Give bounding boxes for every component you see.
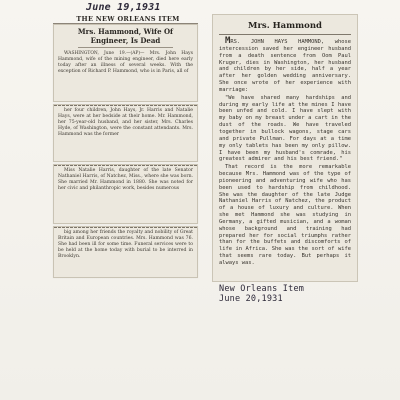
clipping-text: big among her friends the royalty and nobility of Great Britain and European countries. Mrs. Hammond was 76. She had been ill for some time. Funeral services were to be held at the home today with burial to be interred in Brooklyn. — [58, 230, 193, 260]
clipping-body — [58, 51, 193, 75]
obituary-clipping-2 — [53, 104, 198, 162]
handwritten-source: New Orleans Item — [219, 284, 305, 294]
editorial-heading: Mrs. Hammond — [248, 21, 322, 31]
editorial-paragraph-text: RS. JOHN HAYS HAMMOND, whose intercession saved her engineer husband from a death sentence from Oom Paul Kruger, dies in Washington, her husband and children by her side, half a year after her golden wedding anniversary. She once wrote of her experience with marriage: — [219, 39, 351, 93]
headline-rule — [78, 47, 173, 48]
handwritten-date-bottom: June 20,1931 — [219, 294, 283, 304]
editorial-body — [219, 38, 351, 267]
editorial-paragraph: That record is the more remarkable because Mrs. Hammond was of the type of pioneering and adventuring wife who has been used to hardship from childhood. She was the daughter of the late Judge Nathaniel Harris of Natchez, the product of a house of luxury and culture. When she met Hammond she was studying in Germany, a gifted musician, and a woman whose background and training had prepared her for social triumphs rather than for the buffets and discomforts of life in Africa. She was the sort of wife that seems rare today. But perhaps it always was. — [219, 164, 351, 266]
clipping-headline: Mrs. Hammond, Wife Of Engineer, Is Dead — [77, 27, 174, 45]
editorial-dropcap: M — [225, 36, 231, 46]
clipping-text: Miss Natalie Harris, daughter of the late Senator Nathaniel Harris, of Natchez, Miss., where she was born. She married Mr. Hammond in 1880. She was noted for her civic and philanthropic work, besides numerous — [58, 168, 193, 192]
handwritten-date-top: June 19,1931 — [86, 2, 161, 13]
editorial-heading-rule — [219, 34, 351, 35]
clipping-dateline: WASHINGTON, June 19.—(AP)— — [64, 51, 145, 56]
obituary-clipping-3 — [53, 164, 198, 224]
obituary-clipping-1 — [53, 24, 198, 102]
newspaper-masthead: THE NEW ORLEANS ITEM — [76, 15, 180, 23]
clipping-text: her four children, John Hays, Jr. Harris and Natalie Hays, were at her bedside at their home. Mr. Hammond, her 75-year-old husband, and her sister, Mrs. Charles Hyde, of Washington, were the constant attendants. Mrs. Hammond was the former — [58, 108, 193, 138]
editorial-paragraph — [219, 38, 351, 94]
clipping-text: Mrs. John Hays Hammond, wife of the mining engineer, died here early today after an illness of several weeks. With the exception of Richard P. Hammond, who is in Paris, all of — [58, 51, 193, 75]
obituary-clipping-4 — [53, 226, 198, 278]
editorial-paragraph: "We have shared many hardships and during my early life at the mines I have been unfed and cold. I have slept with my baby on my breast under a cart in the dust of the roads. We have traveled together in bullock wagons, stage cars and private Pullman. For days at a time my only tablets has been my only pillow. I have been my husband's comrade, his greatest admirer and his best friend." — [219, 94, 351, 163]
editorial-clipping — [212, 14, 358, 282]
